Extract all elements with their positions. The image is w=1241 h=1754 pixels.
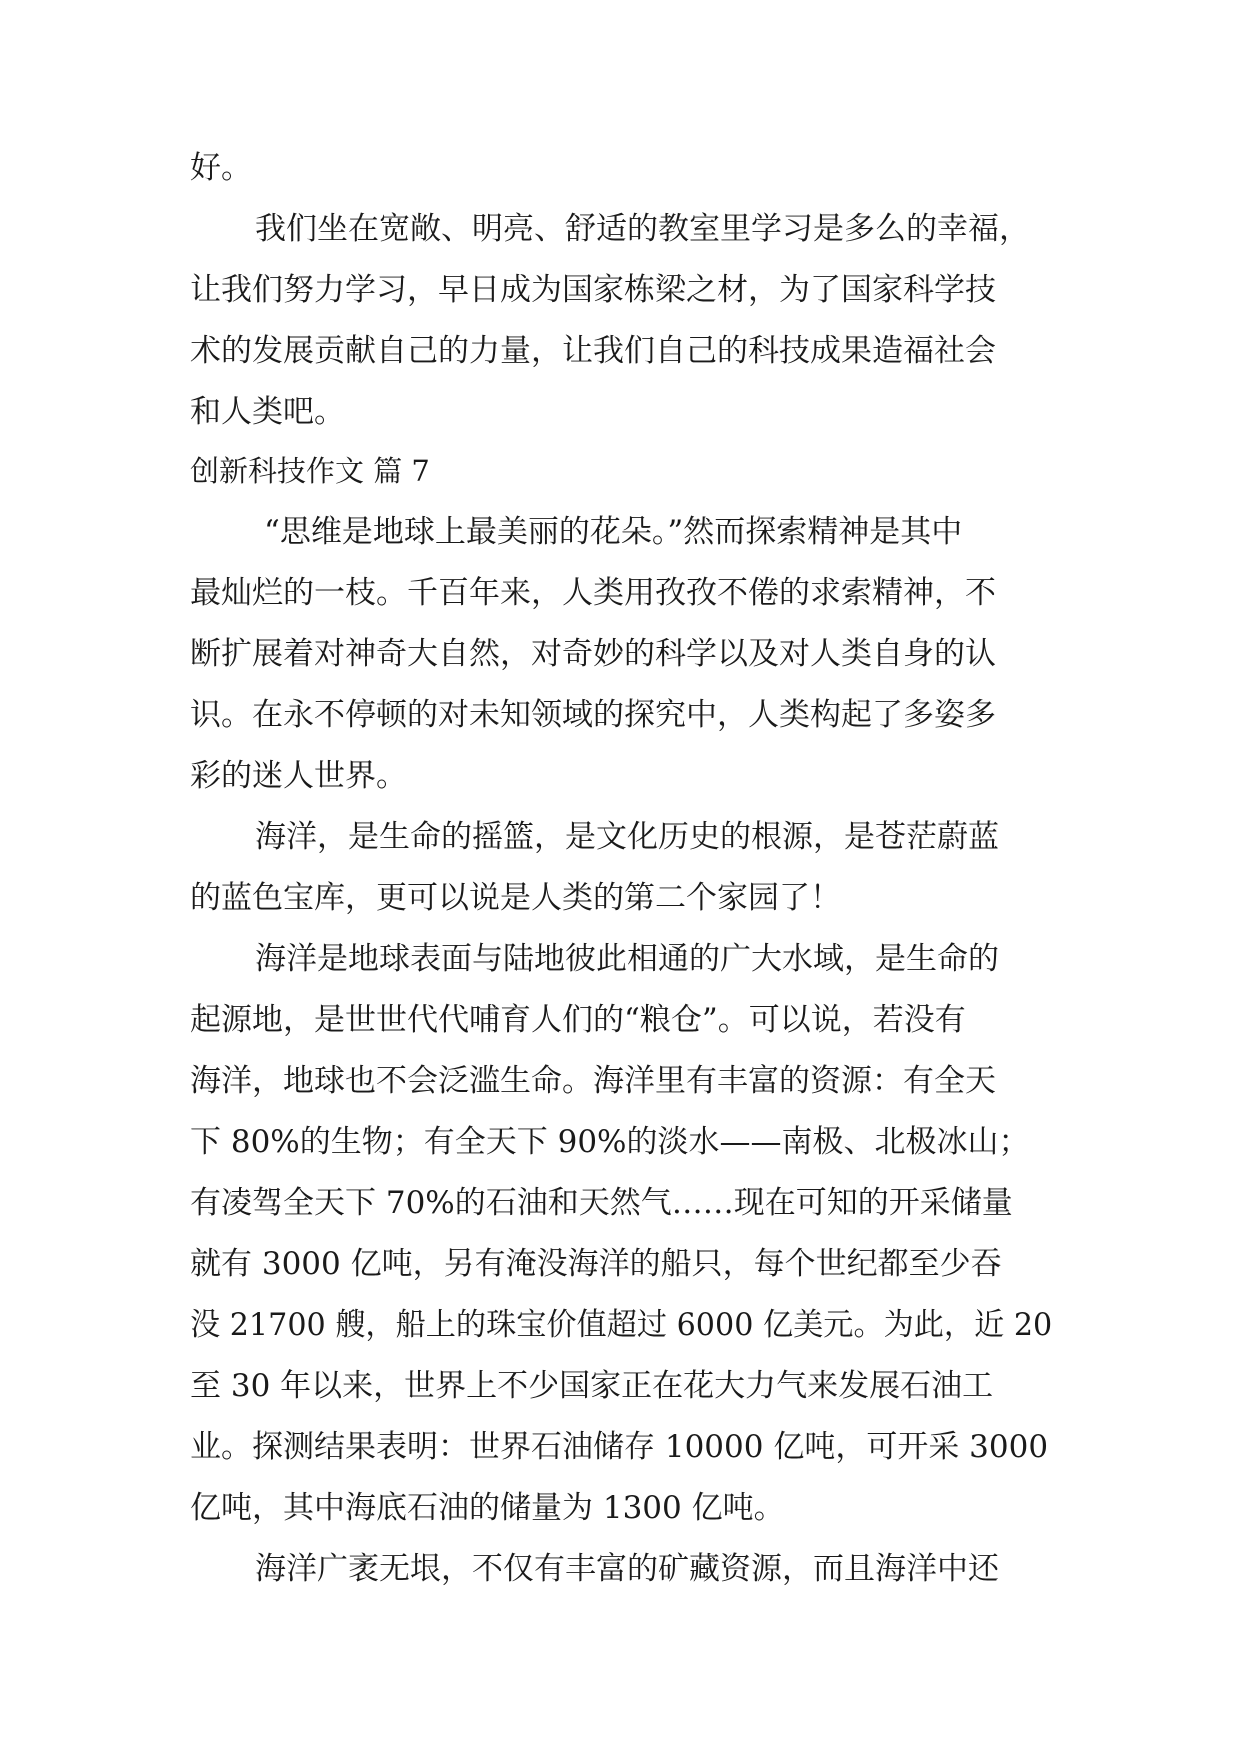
text-line: 亿吨，其中海底石油的储量为 1300 亿吨。 bbox=[190, 1490, 785, 1526]
text-line: 和人类吧。 bbox=[190, 394, 345, 430]
text-line: “思维是地球上最美丽的花朵。”然而探索精神是其中 bbox=[264, 514, 963, 550]
text-line: 识。在永不停顿的对未知领域的探究中，人类构起了多姿多 bbox=[190, 697, 996, 733]
text-line: 业。探测结果表明：世界石油储存 10000 亿吨，可开采 3000 bbox=[190, 1429, 1049, 1465]
text-line: 让我们努力学习，早日成为国家栋梁之材，为了国家科学技 bbox=[190, 272, 996, 308]
section-heading: 创新科技作文 篇 7 bbox=[190, 454, 430, 488]
text-line: 就有 3000 亿吨，另有淹没海洋的船只，每个世纪都至少吞 bbox=[190, 1246, 1002, 1282]
text-line: 术的发展贡献自己的力量，让我们自己的科技成果造福社会 bbox=[190, 333, 996, 369]
text-line: 起源地，是世世代代哺育人们的“粮仓”。可以说，若没有 bbox=[190, 1002, 966, 1038]
text-line: 海洋，地球也不会泛滥生命。海洋里有丰富的资源：有全天 bbox=[190, 1063, 996, 1099]
text-line: 最灿烂的一枝。千百年来，人类用孜孜不倦的求索精神，不 bbox=[190, 575, 996, 611]
text-line: 至 30 年以来，世界上不少国家正在花大力气来发展石油工 bbox=[190, 1368, 994, 1404]
text-line: 海洋是地球表面与陆地彼此相通的广大水域，是生命的 bbox=[255, 941, 999, 977]
text-line: 彩的迷人世界。 bbox=[190, 758, 407, 794]
text-line: 有凌驾全天下 70%的石油和天然气……现在可知的开采储量 bbox=[190, 1185, 1013, 1221]
text-line: 的蓝色宝库，更可以说是人类的第二个家园了！ bbox=[190, 880, 841, 916]
text-line: 好。 bbox=[190, 150, 252, 186]
text-line: 没 21700 艘，船上的珠宝价值超过 6000 亿美元。为此，近 20 bbox=[190, 1307, 1053, 1343]
text-line: 我们坐在宽敞、明亮、舒适的教室里学习是多么的幸福， bbox=[255, 211, 1030, 247]
text-line: 海洋，是生命的摇篮，是文化历史的根源，是苍茫蔚蓝 bbox=[255, 819, 999, 855]
text-line: 断扩展着对神奇大自然，对奇妙的科学以及对人类自身的认 bbox=[190, 636, 996, 672]
text-line: 海洋广袤无垠，不仅有丰富的矿藏资源，而且海洋中还 bbox=[255, 1551, 999, 1587]
text-line: 下 80%的生物；有全天下 90%的淡水——南极、北极冰山； bbox=[190, 1124, 1030, 1160]
